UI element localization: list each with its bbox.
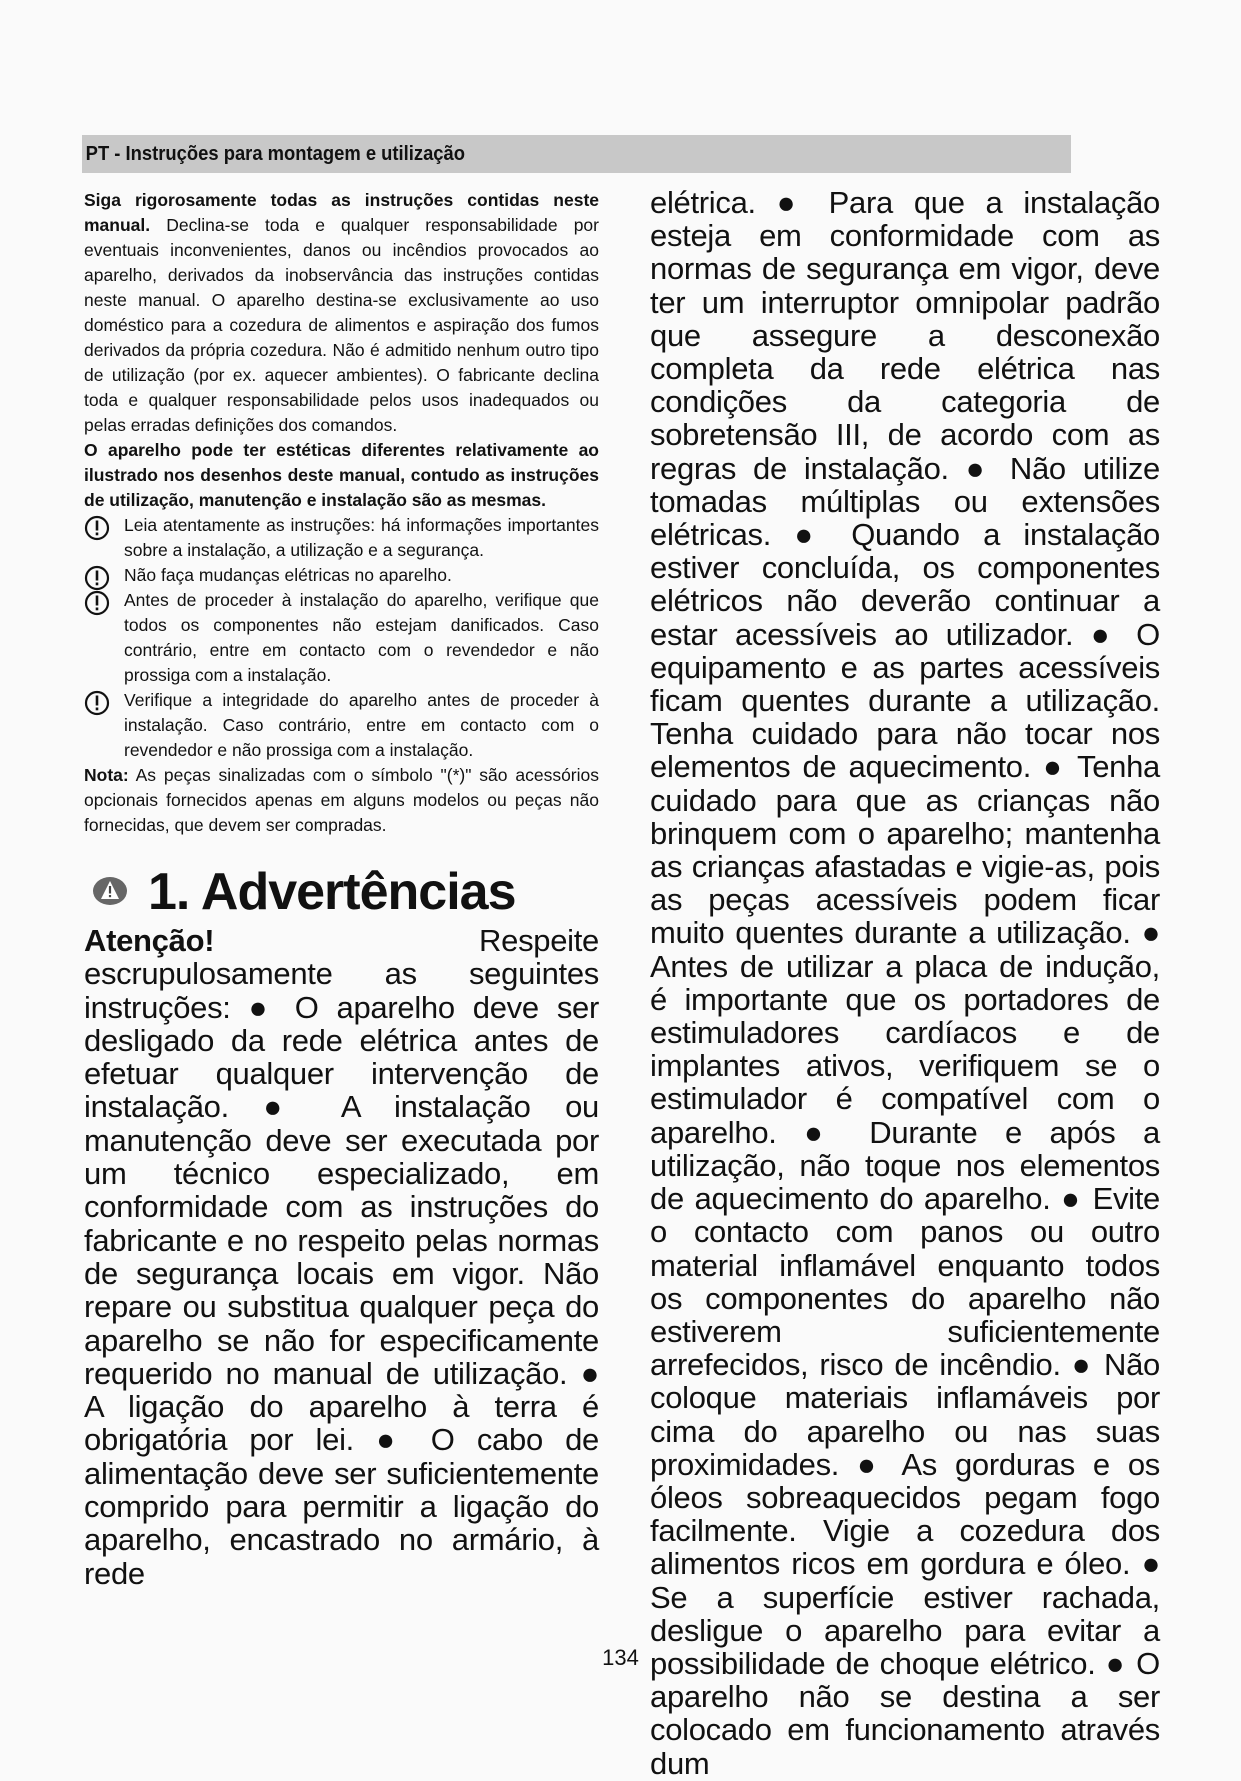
intro-text: Declina-se toda e qualquer responsabilidade por eventuais inconvenientes, danos ou incêndios provocados ao aparelho, derivados da inobservância das instruções contidas neste manual. O aparelho destina-se exclusivamente ao uso doméstico para a cozedura de alimentos e aspiração dos fumos derivados da própria cozedura. Não é admitido nenhum outro tipo de utilização (por ex. aquecer ambientes). O fabricante declina toda e qualquer responsabilidade pelos usos inadequados ou pelas erradas definições dos comandos. xyxy=(84,215,599,435)
intro-bold: Siga rigorosamente todas as instruções contidas neste manual. xyxy=(84,190,599,235)
note-label: Nota: xyxy=(84,765,129,785)
warning-item: Verifique a integridade do aparelho antes de proceder à instalação. Caso contrário, entre em contacto com o revendedor e não prossiga com a instalação. xyxy=(84,688,599,763)
section-header-bar xyxy=(82,135,1071,173)
section-heading xyxy=(84,860,599,924)
hazard-triangle-icon xyxy=(92,876,128,906)
warnings-text-right: elétrica. ● Para que a instalação esteja em conformidade com as normas de segurança em vigor, deve ter um interruptor omnipolar padrão que assegure a desconexão completa da rede elétrica nas condições da categoria de sobretensão III, de acordo com as regras de instalação. ● Não utilize tomadas múltiplas ou extensões elétricas. ● Quando a instalação estiver concluída, os componentes elétricos não deverão continuar a estar acessíveis ao utilizador. ● O equipamento e as partes acessíveis ficam quentes durante a utilização. Tenha cuidado para não tocar nos elementos de aquecimento. ● Tenha cuidado para que as crianças não brinquem com o aparelho; mantenha as crianças afastadas e vigie-as, pois as peças acessíveis podem ficar muito quentes durante a utilização. ● Antes de utilizar a placa de indução, é importante que os portadores de estimuladores cardíacos e de implantes ativos, verifiquem se o estimulador é compatível com o aparelho. ● Durante e após a utilização, não toque nos elementos de aquecimento do aparelho. ● Evite o contacto com panos ou outro material inflamável enquanto todos os componentes do aparelho não estiverem suficientemente arrefecidos, risco de incêndio. ● Não coloque materiais inflamáveis por cima do aparelho ou nas suas proximidades. ● As gorduras e os óleos sobreaquecidos pegam fogo facilmente. Vigie a cozedura dos alimentos ricos em gordura e óleo. ● Se a superfície estiver rachada, desligue o aparelho para evitar a possibilidade de choque elétrico. ● O aparelho não se destina a ser colocado em funcionamento através dum xyxy=(650,185,1160,1781)
warnings-text-left: Atenção! Respeite escrupulosamente as seguintes instruções: ● O aparelho deve ser desligado da rede elétrica antes de efetuar qualquer intervenção de instalação. ● A instalação ou manutenção deve ser executada por um técnico especializado, em conformidade com as instruções do fabricante e no respeito pelas normas de segurança locais em vigor. Não repare ou substitua qualquer peça do aparelho se não for especificamente requerido no manual de utilização. ● A ligação do aparelho à terra é obrigatória por lei. ● O cabo de alimentação deve ser suficientemente comprido para permitir a ligação do aparelho, encastrado no armário, à rede xyxy=(84,923,599,1591)
left-column xyxy=(84,188,599,1590)
right-column xyxy=(650,186,1160,1780)
section-title: 1. Advertências xyxy=(148,863,516,921)
warning-item: Leia atentamente as instruções: há informações importantes sobre a instalação, a utilização e a segurança. xyxy=(84,513,599,563)
warning-circle-icon xyxy=(84,590,110,616)
note-paragraph: Nota: As peças sinalizadas com o símbolo "(*)" são acessórios opcionais fornecidos apenas em alguns modelos ou peças não fornecidas, que devem ser compradas. xyxy=(84,765,599,835)
page-number: 134 xyxy=(602,1645,639,1670)
intro-paragraph xyxy=(84,188,599,438)
warning-item: Não faça mudanças elétricas no aparelho. xyxy=(84,563,599,588)
warning-circle-icon xyxy=(84,515,110,541)
header-title: PT - Instruções para montagem e utilização xyxy=(85,143,466,165)
intro-block xyxy=(84,188,599,838)
design-note: O aparelho pode ter estéticas diferentes relativamente ao ilustrado nos desenhos deste manual, contudo as instruções de utilização, manutenção e instalação são as mesmas. xyxy=(84,440,599,510)
warning-circle-icon xyxy=(84,690,110,716)
warning-item: Antes de proceder à instalação do aparelho, verifique que todos os componentes não estejam danificados. Caso contrário, entre em contacto com o revendedor e não prossiga com a instalação. xyxy=(84,588,599,688)
attention-label: Atenção! xyxy=(84,923,215,958)
